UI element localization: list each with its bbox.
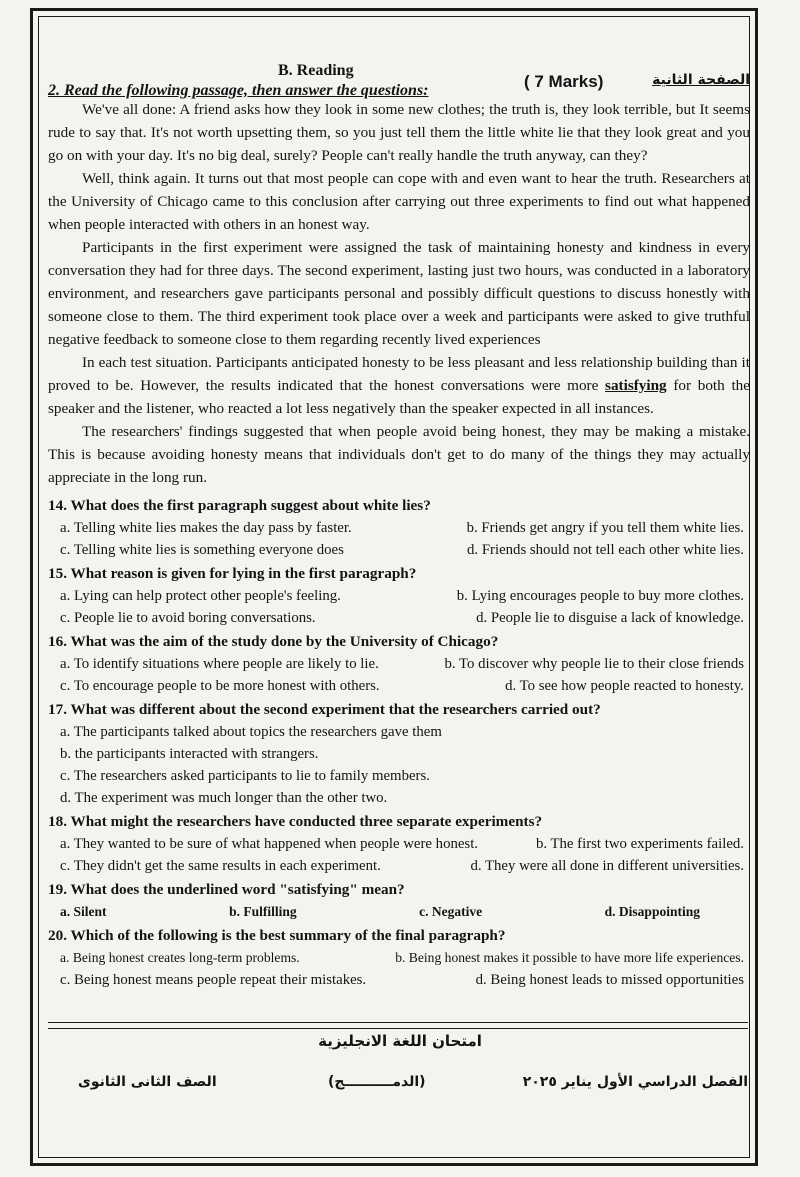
section-header: [48, 56, 750, 98]
passage-paragraph-3: Participants in the first experiment were assigned the task of maintaining honesty and kindness in every conversation they had for three days. The second experiment, lasting just two hours, was conducted in a laboratory environment, and researchers gave participants personal and possibly difficult questions to discuss honestly with someone close to them. The third experiment took place over a week and participants were asked to give truthful negative feedback to someone close to them regarding recently lived experiences: [48, 239, 750, 348]
p4-text-after: for both the speaker and the listener, who reacted a lot less negatively than the speaker expected in all instances.: [48, 377, 750, 417]
footer-divider: [48, 1022, 748, 1029]
option-b: b. Friends get angry if you tell them white lies.: [466, 520, 744, 536]
option-d: d. Being honest leads to missed opportunities: [475, 972, 744, 988]
question-stem: 20. Which of the following is the best summary of the final paragraph?: [48, 927, 506, 944]
option-d: d. They were all done in different universities.: [470, 858, 744, 874]
passage-paragraph-1: We've all done: A friend asks how they look in some new clothes; the truth is, they look terrible, but It seems rude to say that. It's not worth upsetting them, so you just tell them the little white lie that they look great and you go on with your day. It's no big deal, surely? People can't really handle the truth anyway, can they?: [48, 101, 750, 164]
option-d: d. Disappointing: [604, 904, 700, 919]
question-stem: 19. What does the underlined word "satisfying" mean?: [48, 881, 405, 898]
passage-paragraph-2: Well, think again. It turns out that most people can cope with and even want to hear the truth. Researchers at the University of Chicago came to this conclusion after carrying out three experiments to find out what happened when people interacted with others in an honest way.: [48, 170, 750, 233]
option-a: a. Telling white lies makes the day pass by faster.: [60, 520, 352, 536]
instruction: 2. Read the following passage, then answer the questions:: [48, 82, 429, 99]
option-c: c. Telling white lies is something everyone does: [60, 542, 344, 558]
passage-paragraph-5: The researchers' findings suggested that when people avoid being honest, they may be making a mistake. This is because avoiding honesty means that individuals don't get to do many of the things they may actually appreciate in the long run.: [48, 423, 750, 486]
question-stem: 16. What was the aim of the study done by the University of Chicago?: [48, 633, 499, 650]
term-date: الفصل الدراسي الأول يناير ٢٠٢٥: [522, 1074, 748, 1090]
reading-passage: [48, 98, 750, 489]
option-b: b. Being honest makes it possible to have more life experiences.: [395, 950, 744, 965]
section-title: B. Reading: [278, 62, 354, 79]
p4-text-before: In each test situation. Participants anticipated honesty to be less pleasant and less relationship building than it proved to be. However, the results indicated that the honest conversations were more: [48, 354, 750, 394]
option-d: d. To see how people reacted to honesty.: [505, 678, 744, 694]
option-c: c. They didn't get the same results in each experiment.: [60, 858, 381, 874]
option-d: d. The experiment was much longer than the other two.: [60, 790, 388, 806]
option-b: b. the participants interacted with strangers.: [60, 746, 319, 762]
option-d: d. People lie to disguise a lack of knowledge.: [476, 610, 744, 626]
grade-level: الصف الثانى الثانوى: [78, 1074, 217, 1090]
question-20: [48, 925, 750, 991]
option-a: a. The participants talked about topics the researchers gave them: [60, 724, 442, 740]
question-stem: 15. What reason is given for lying in the first paragraph?: [48, 565, 417, 582]
underlined-word: satisfying: [605, 377, 667, 394]
question-list: [48, 495, 750, 991]
question-17: [48, 699, 750, 809]
option-b: b. The first two experiments failed.: [535, 836, 744, 852]
question-18: [48, 811, 750, 877]
option-c: c. People lie to avoid boring conversations.: [60, 610, 316, 626]
question-stem: 18. What might the researchers have conducted three separate experiments?: [48, 813, 543, 830]
option-d: d. Friends should not tell each other white lies.: [467, 542, 744, 558]
page-label-arabic: الصفحة الثانية: [652, 72, 750, 88]
question-19: [48, 879, 750, 923]
exam-content: [48, 56, 750, 993]
option-a: a. Lying can help protect other people's feeling.: [60, 588, 341, 604]
option-b: b. Fulfilling: [229, 904, 297, 919]
passage-paragraph-4: [48, 351, 750, 420]
option-b: b. To discover why people lie to their close friends: [444, 656, 744, 672]
option-c: c. To encourage people to be more honest with others.: [60, 678, 380, 694]
exam-type: (الدمــــــــــج): [328, 1074, 426, 1090]
marks-label: ( 7 Marks): [524, 72, 604, 91]
question-stem: 17. What was different about the second experiment that the researchers carried out?: [48, 701, 601, 718]
option-a: a. Silent: [60, 904, 107, 919]
question-14: [48, 495, 750, 561]
question-15: [48, 563, 750, 629]
option-b: b. Lying encourages people to buy more clothes.: [456, 588, 744, 604]
question-16: [48, 631, 750, 697]
option-c: c. Negative: [419, 904, 483, 919]
option-a: a. Being honest creates long-term problems.: [60, 950, 300, 965]
option-a: a. They wanted to be sure of what happened when people were honest.: [60, 836, 479, 852]
option-c: c. Being honest means people repeat their mistakes.: [60, 972, 367, 988]
exam-title-arabic: امتحان اللغة الانجليزية: [318, 1032, 482, 1050]
question-stem: 14. What does the first paragraph suggest about white lies?: [48, 497, 431, 514]
option-a: a. To identify situations where people are likely to lie.: [60, 656, 379, 672]
option-c: c. The researchers asked participants to lie to family members.: [60, 768, 430, 784]
